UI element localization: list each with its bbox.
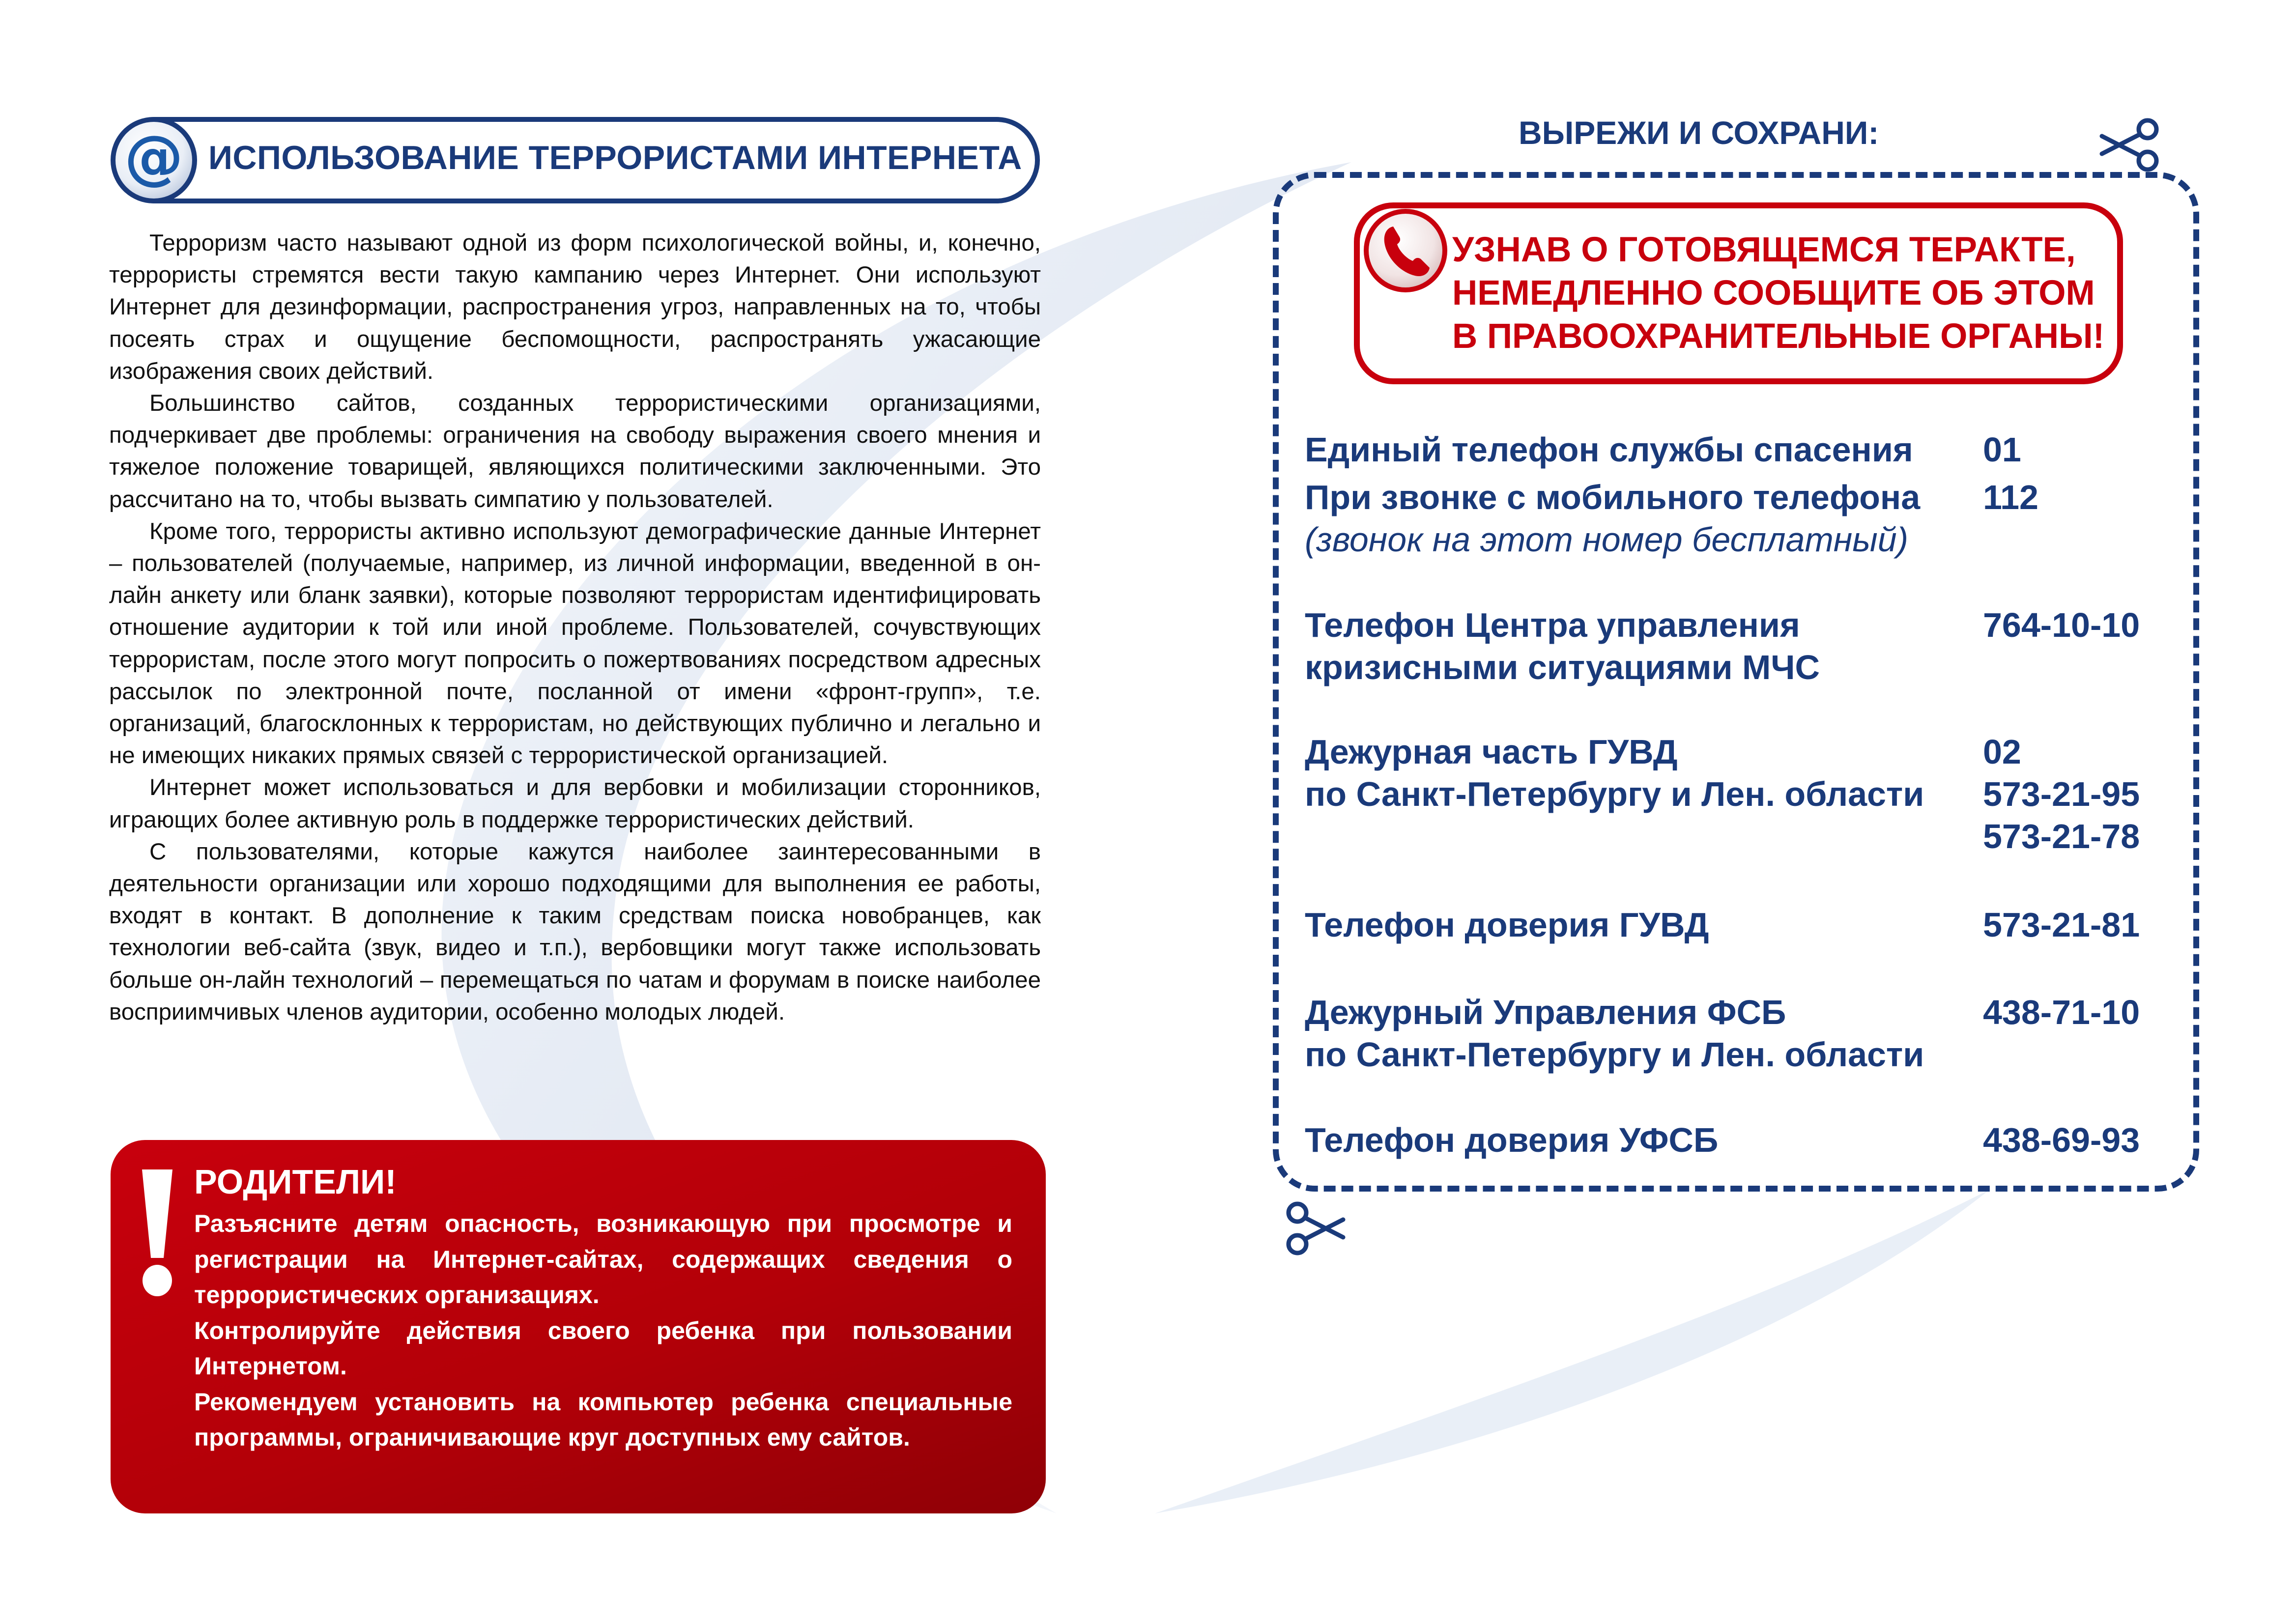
parents-advice (194, 1206, 1012, 1455)
contact-label: кризисными ситуациями МЧС (1305, 648, 1820, 686)
contact-note: (звонок на этот номер бесплатный) (1305, 520, 1909, 559)
paragraph: Терроризм часто называют одной из форм психологической войны, и, конечно, террористы стремятся вести такую кампанию через Интернет. Они используют Интернет для дезинформации, распространения угроз, направленных на то, чтобы посеять страх и ощущение беспомощности, распространять ужасающие изображения своих действий. (109, 230, 1041, 384)
contact-number: 02 (1983, 733, 2021, 771)
contact-label: Единый телефон службы спасения (1305, 430, 1913, 469)
scissors-icon (2096, 115, 2165, 174)
contact-label: Телефон доверия УФСБ (1305, 1121, 1719, 1159)
alert-line: УЗНАВ О ГОТОВЯЩЕМСЯ ТЕРАКТЕ, (1452, 230, 2076, 269)
page-title: ИСПОЛЬЗОВАНИЕ ТЕРРОРИСТАМИ ИНТЕРНЕТА (208, 139, 1022, 176)
contact-label: При звонке с мобильного телефона (1305, 478, 1921, 516)
parents-title: РОДИТЕЛИ! (194, 1163, 397, 1201)
contact-label: по Санкт-Петербургу и Лен. области (1305, 1035, 1924, 1074)
contact-number: 573-21-78 (1983, 817, 2140, 855)
article-body (109, 227, 1041, 1028)
contact-number: 112 (1983, 478, 2038, 516)
advice-line: Рекомендуем установить на компьютер ребенка специальные программы, ограничивающие круг доступных ему сайтов. (194, 1388, 1012, 1451)
contact-number: 764-10-10 (1983, 606, 2140, 644)
phone-icon (1364, 209, 1447, 292)
contact-number: 01 (1983, 430, 2021, 469)
exclamation-icon (135, 1165, 179, 1297)
contact-label: Дежурный Управления ФСБ (1305, 993, 1786, 1031)
contact-label: по Санкт-Петербургу и Лен. области (1305, 775, 1924, 813)
alert-line: В ПРАВООХРАНИТЕЛЬНЫЕ ОРГАНЫ! (1452, 317, 2105, 356)
advice-line: Контролируйте действия своего ребенка при пользовании Интернетом. (194, 1316, 1012, 1380)
paragraph: Большинство сайтов, созданных террористическими организациями, подчеркивает две проблемы: ограничения на свободу выражения своего мнения и тяжелое положение товарищей, являющихся политическими заключенными. Это рассчитано на то, чтобы вызвать симпатию у пользователей. (109, 390, 1041, 513)
contact-label: Дежурная часть ГУВД (1305, 733, 1678, 771)
contact-number: 438-71-10 (1983, 993, 2140, 1031)
paragraph: Кроме того, террористы активно используют демографические данные Интернет – пользователей (получаемые, например, из личной информации, введенной в он-лайн анкету или бланк заявки), которые позволяют террористам идентифицировать отношение аудитории к той или иной проблеме. Пользователей, сочувствующих террористам, после этого могут попросить о пожертвованиях посредством адресных рассылок по электронной почте, посланной от имени «фронт-групп», т.е. организаций, благосклонных к террористам, но действующих публично и легально и не имеющих никаких прямых связей с террористической организацией. (109, 518, 1041, 769)
at-sign-icon: @ (111, 117, 197, 203)
paragraph: Интернет может использоваться и для вербовки и мобилизации сторонников, играющих более активную роль в поддержке террористических действий. (109, 774, 1041, 833)
contact-number: 573-21-95 (1983, 775, 2140, 813)
contact-number: 573-21-81 (1983, 906, 2140, 944)
advice-line: Разъясните детям опасность, возникающую при просмотре и регистрации на Интернет-сайтах, содержащих сведения о террористических организациях. (194, 1210, 1012, 1309)
contact-number: 438-69-93 (1983, 1121, 2140, 1159)
cut-out-title: ВЫРЕЖИ И СОХРАНИ: (1519, 114, 1879, 151)
alert-line: НЕМЕДЛЕННО СООБЩИТЕ ОБ ЭТОМ (1452, 274, 2095, 313)
contact-label: Телефон доверия ГУВД (1305, 906, 1709, 944)
scissors-icon (1280, 1199, 1349, 1258)
contact-label: Телефон Центра управления (1305, 606, 1800, 644)
paragraph: С пользователями, которые кажутся наиболее заинтересованными в деятельности организации или хорошо подходящими для выполнения ее работы, входят в контакт. В дополнение к таким средствам поиска новобранцев, как технологии веб-сайта (звук, видео и т.п.), вербовщики могут также использовать больше он-лайн технологий – перемещаться по чатам и форумам в поиске наиболее восприимчивых членов аудитории, особенно молодых людей. (109, 838, 1041, 1025)
